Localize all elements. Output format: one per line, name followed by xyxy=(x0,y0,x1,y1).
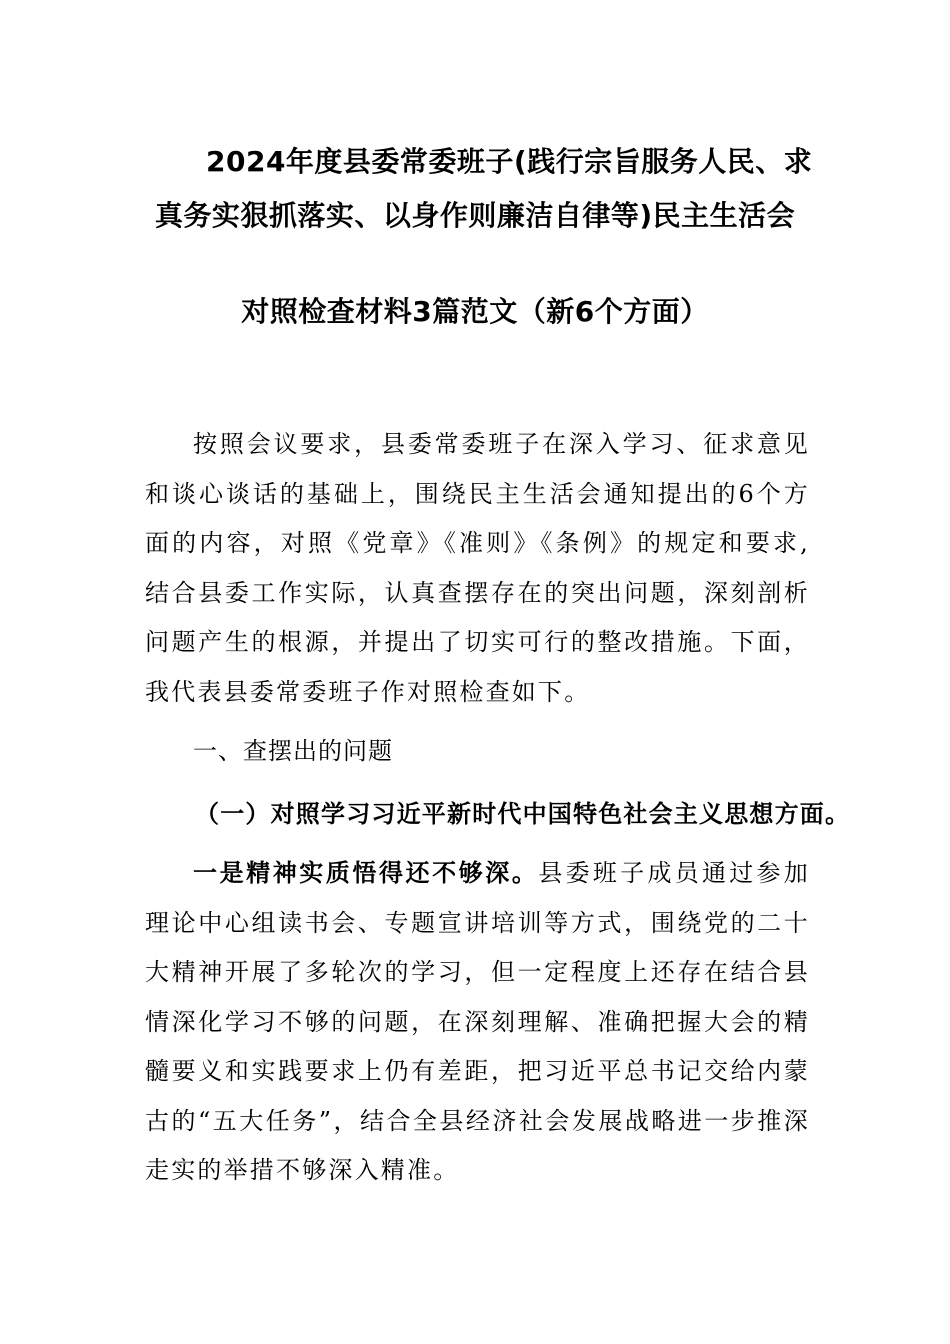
point-one-body: 县委班子成员通过参加理论中心组读书会、专题宣讲培训等方式，围绕党的二十大精神开展了多轮次的学习，但一定程度上还存在结合县情深化学习不够的问题，在深刻理解、准确把握大会的精髓要义和实践要求上仍有差距，把习近平总书记交给内蒙古的“五大任务”，结合全县经济社会发展战略进一步推深走实的举措不够深入精准。 xyxy=(145,859,811,1184)
point-one-paragraph xyxy=(145,849,810,1196)
intro-paragraph: 按照会议要求，县委常委班子在深入学习、征求意见和谈心谈话的基础上，围绕民主生活会通知提出的6个方面的内容，对照《党章》《准则》《条例》的规定和要求,结合县委工作实际，认真查摆存在的突出问题，深刻剖析问题产生的根源，并提出了切实可行的整改措施。下面，我代表县委常委班子作对照检查如下。 xyxy=(145,430,810,706)
point-one-lead: 一是精神实质悟得还不够深。 xyxy=(193,859,539,887)
document-title-line-2: 真务实狠抓落实、以身作则廉洁自律等)民主生活会 xyxy=(154,199,796,232)
section-heading: 一、查摆出的问题 xyxy=(193,737,393,765)
document-title-line-3: 对照检查材料3篇范文（新6个方面） xyxy=(241,295,709,328)
document-title-line-1: 2024年度县委常委班子(践行宗旨服务人民、求 xyxy=(206,145,813,178)
subsection-heading: （一）对照学习习近平新时代中国特色社会主义思想方面。 xyxy=(195,800,851,828)
